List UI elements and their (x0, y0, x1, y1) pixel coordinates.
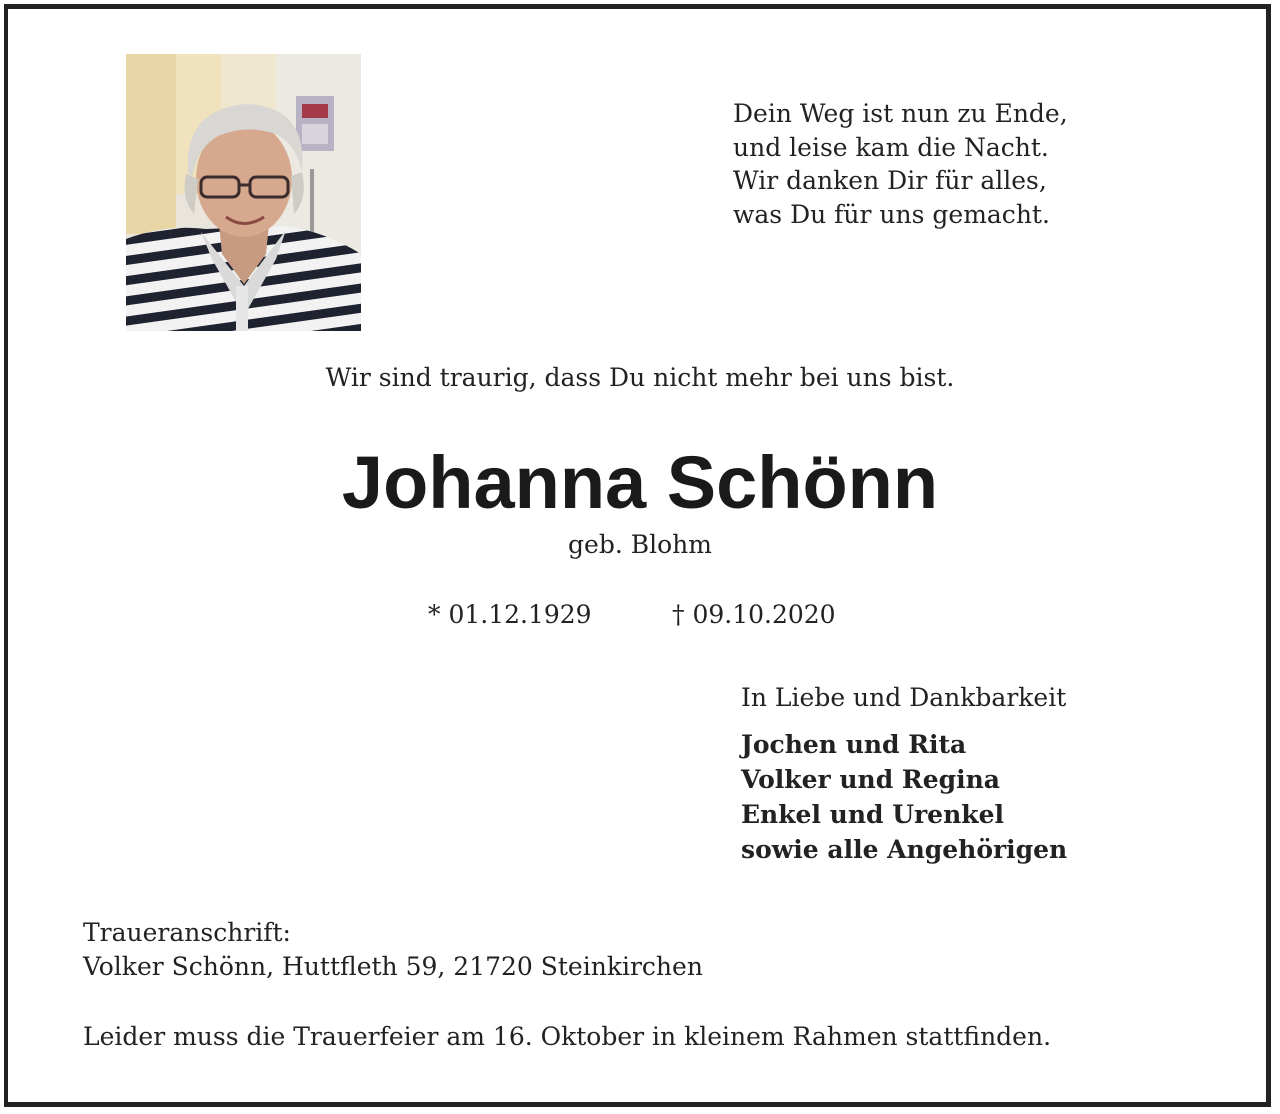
mourners-list (741, 727, 1067, 867)
mourners-heading: In Liebe und Dankbarkeit (741, 683, 1067, 712)
birth-date: * 01.12.1929 (428, 600, 592, 629)
ceremony-notice: Leider muss die Trauerfeier am 16. Oktober in kleinem Rahmen stattfinden. (83, 1022, 1052, 1051)
mourner-name: Enkel und Urenkel (741, 800, 1004, 829)
address-line: Volker Schönn, Huttfleth 59, 21720 Steinkirchen (83, 952, 703, 981)
intro-text: Wir sind traurig, dass Du nicht mehr bei uns bist. (325, 363, 955, 392)
death-date: † 09.10.2020 (672, 600, 836, 629)
mourner-name: Volker und Regina (741, 765, 1000, 794)
poem (733, 97, 1068, 231)
poem-line: und leise kam die Nacht. (733, 132, 1049, 162)
portrait-photo (126, 54, 361, 331)
mourner-name: sowie alle Angehörigen (741, 835, 1068, 864)
mourner-name: Jochen und Rita (741, 730, 967, 759)
deceased-name: Johanna Schönn (341, 441, 939, 524)
address-label: Traueranschrift: (83, 918, 291, 947)
maiden-name: geb. Blohm (568, 530, 712, 559)
poem-line: Dein Weg ist nun zu Ende, (733, 99, 1068, 128)
poem-line: was Du für uns gemacht. (733, 199, 1050, 229)
poem-line: Wir danken Dir für alles, (733, 166, 1047, 195)
